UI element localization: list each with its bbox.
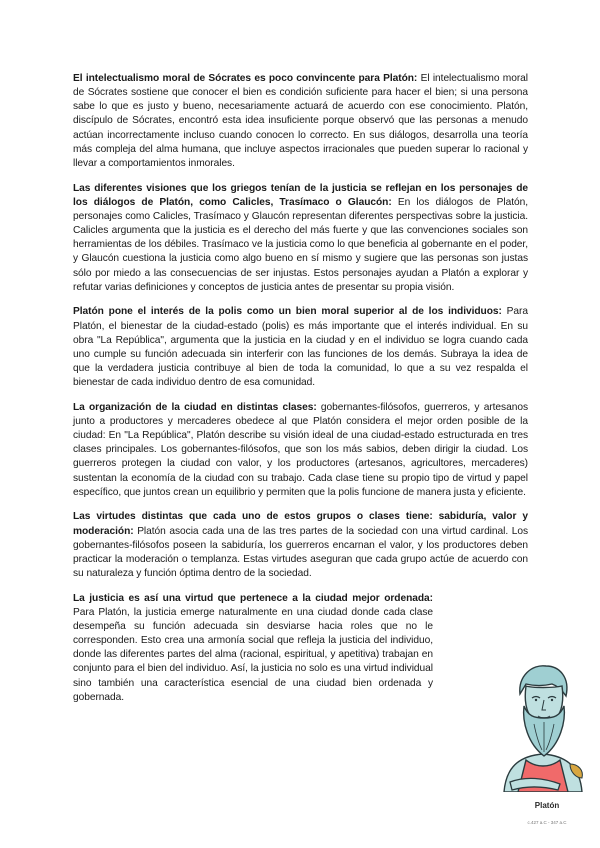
paragraph-virtudes [73, 510, 528, 581]
paragraph-text: Para Platón, el bienestar de la ciudad-estado (polis) es más importante que el interés individual. En su obra "La República", argumenta que la justicia en la ciudad y en el individuo se logra cuando cada uno cumple su función adecuada sin interferir con las funciones de los demás. Subraya la idea de que la verdadera justicia contribuye al bien de toda la comunidad, lo que a su vez respalda el bienestar de cada individuo dentro de esa comunidad. [73, 306, 528, 389]
document-body [73, 72, 528, 715]
paragraph-organizacion-clases [73, 401, 528, 500]
paragraph-justicia-ciudad [73, 592, 433, 705]
paragraph-text: En los diálogos de Platón, personajes como Calicles, Trasímaco y Glaucón representan diferentes perspectivas sobre la justicia. Calicles argumenta que la justicia es el derecho del más fuerte y que las convenciones sociales son herramientas de los débiles. Trasímaco ve la justicia como lo que beneficia al gobernante en el poder, y Glaucón cuestiona la justicia como algo bueno en sí mismo y sugiere que las personas son justas sólo por miedo a las consecuencias de ser injustas. Estos personajes ayudan a Platón a explorar y refutar varias definiciones y conceptos de justicia antes de presentar su propia visión. [73, 196, 528, 293]
paragraph-intelectualismo [73, 72, 528, 171]
figure-caption: Platón [534, 801, 560, 810]
paragraph-heading: Las diferentes visiones que los griegos tenían de la justicia se reflejan en los personajes de los diálogos de Platón, como Calicles, Trasímaco o Glaucón: [73, 182, 528, 208]
paragraph-text: gobernantes-filósofos, guerreros, y artesanos junto a productores y mercaderes obedece al que Platón considera el mejor orden posible de la ciudad: En "La República", Platón describe su visión ideal de una ciudad-estado estructurada en tres clases principales. Los gobernantes-filósofos, que son los más sabios, deben dirigir la ciudad. Los guerreros protegen la ciudad con valor, y los productores (artesanos, agricultores, mercaderes) sustentan la economía de la ciudad con su trabajo. Cada clase tiene su propio tipo de virtud y papel específico, que juntos crean un equilibrio y permiten que la polis funcione de manera justa y eficiente. [73, 401, 528, 498]
paragraph-text: Platón asocia cada una de las tres partes de la sociedad con una virtud cardinal. Los gobernantes-filósofos poseen la sabiduría, los guerreros encarnan el valor, y los productores deben practicar la moderación o templanza. Estas virtudes aseguran que cada grupo actúe de acuerdo con su naturaleza y función óptima dentro de la sociedad. [73, 525, 528, 579]
figure-dates: c.427 a.C - 347 a.C [527, 820, 567, 825]
plato-illustration [500, 660, 586, 792]
paragraph-heading: La justicia es así una virtud que pertenece a la ciudad mejor ordenada: [73, 592, 433, 604]
paragraph-interes-polis [73, 305, 528, 390]
paragraph-text: Para Platón, la justicia emerge naturalmente en una ciudad donde cada clase desempeña su función adecuada sin desviarse hacia roles que no le corresponden. Esto crea una armonía social que refleja la justicia del individuo, donde las diferentes partes del alma (racional, espiritual, y apetitiva) trabajan en conjunto para el bien del individuo. Así, la justicia no solo es una virtud individual sino también una característica esencial de una ciudad bien ordenada y gobernada. [73, 606, 433, 703]
paragraph-text: El intelectualismo moral de Sócrates sostiene que conocer el bien es condición suficiente para hacer el bien; si una persona sabe lo que es justo y bueno, necesariamente actuará de acuerdo con ese conocimiento. Platón, discípulo de Sócrates, encontró esta idea insuficiente porque observó que las personas a menudo actúan incorrectamente incluso cuando conocen lo correcto. En sus diálogos, desarrolla una teoría más compleja del alma humana, que incluye aspectos irracionales que pueden superar lo racional y llevar a comportamientos inmorales. [73, 73, 528, 169]
plato-bust-icon [500, 660, 586, 792]
paragraph-heading: Platón pone el interés de la polis como un bien moral superior al de los individuos: [73, 306, 502, 318]
paragraph-heading: El intelectualismo moral de Sócrates es poco convincente para Platón: [73, 73, 418, 84]
paragraph-heading: Las virtudes distintas que cada uno de estos grupos o clases tiene: sabiduría, valor y moderación: [73, 511, 528, 537]
paragraph-heading: La organización de la ciudad en distintas clases: [73, 401, 317, 413]
paragraph-visiones-justicia [73, 182, 528, 295]
